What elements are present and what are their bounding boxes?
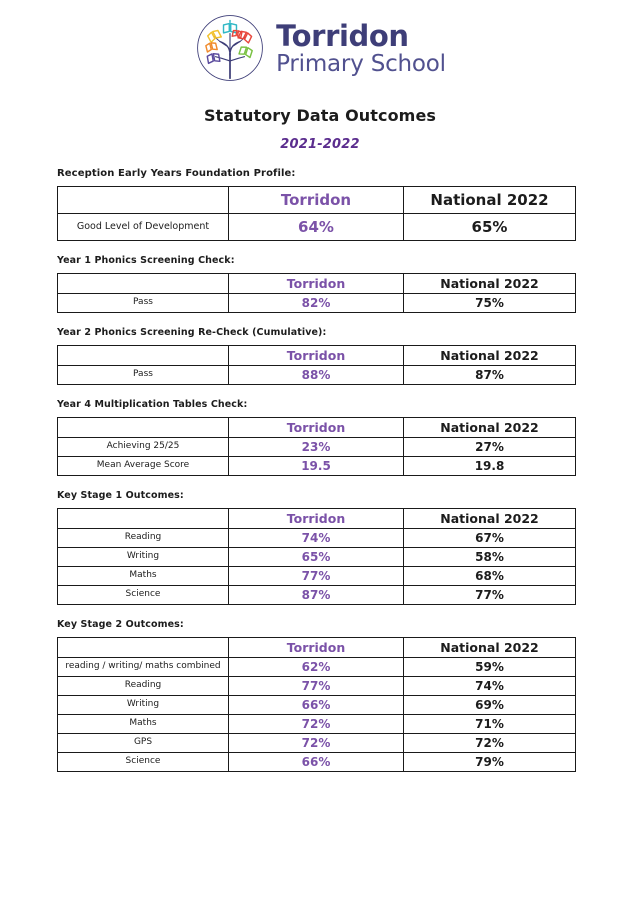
row-value-national: 65% [404, 214, 576, 241]
section-label: Year 1 Phonics Screening Check: [57, 255, 235, 266]
row-label: Writing [58, 548, 229, 567]
header-blank [58, 638, 229, 658]
table-row [58, 677, 576, 696]
table-row [58, 366, 576, 385]
row-label: Maths [58, 715, 229, 734]
row-label: Pass [58, 366, 229, 385]
table-header-row [58, 509, 576, 529]
row-value-torridon: 88% [229, 366, 404, 385]
table-header-row [58, 346, 576, 366]
row-value-national: 67% [404, 529, 576, 548]
table-header-row [58, 187, 576, 214]
section-label: Key Stage 1 Outcomes: [57, 490, 184, 501]
table-row [58, 529, 576, 548]
header-blank [58, 346, 229, 366]
row-value-national: 87% [404, 366, 576, 385]
row-value-national: 58% [404, 548, 576, 567]
school-name [276, 19, 446, 77]
table-header-row [58, 274, 576, 294]
row-label: Achieving 25/25 [58, 438, 229, 457]
header-national: National 2022 [404, 509, 576, 529]
row-label: Maths [58, 567, 229, 586]
row-value-torridon: 72% [229, 734, 404, 753]
row-value-national: 75% [404, 294, 576, 313]
row-value-torridon: 66% [229, 753, 404, 772]
header-blank [58, 274, 229, 294]
header-national: National 2022 [404, 418, 576, 438]
header-torridon: Torridon [229, 638, 404, 658]
row-label: Science [58, 586, 229, 605]
outcomes-table [57, 417, 576, 476]
school-logo [0, 0, 640, 84]
header-torridon: Torridon [229, 346, 404, 366]
section-label: Year 2 Phonics Screening Re-Check (Cumulative): [57, 327, 327, 338]
header-national: National 2022 [404, 638, 576, 658]
row-value-torridon: 72% [229, 715, 404, 734]
row-label: Mean Average Score [58, 457, 229, 476]
outcomes-table [57, 508, 576, 605]
header-national: National 2022 [404, 274, 576, 294]
section-year4-multiplication [0, 399, 640, 476]
row-value-national: 71% [404, 715, 576, 734]
row-value-national: 19.8 [404, 457, 576, 476]
page-title: Statutory Data Outcomes [203, 106, 437, 125]
table-row [58, 753, 576, 772]
header-torridon: Torridon [229, 509, 404, 529]
row-value-torridon: 62% [229, 658, 404, 677]
school-name-line1: Torridon [276, 19, 409, 53]
row-value-torridon: 23% [229, 438, 404, 457]
outcomes-table [57, 273, 576, 313]
row-value-torridon: 64% [229, 214, 404, 241]
row-value-national: 27% [404, 438, 576, 457]
outcomes-table [57, 345, 576, 385]
table-row [58, 734, 576, 753]
row-value-national: 77% [404, 586, 576, 605]
row-value-torridon: 87% [229, 586, 404, 605]
row-label: Good Level of Development [58, 214, 229, 241]
outcomes-table [57, 637, 576, 772]
outcomes-table [57, 186, 576, 241]
section-reception-eyfs [0, 168, 640, 241]
row-label: reading / writing/ maths combined [58, 658, 229, 677]
table-row [58, 567, 576, 586]
row-value-national: 72% [404, 734, 576, 753]
table-row [58, 438, 576, 457]
row-label: Reading [58, 677, 229, 696]
row-label: GPS [58, 734, 229, 753]
header-torridon: Torridon [229, 187, 404, 214]
header-blank [58, 509, 229, 529]
row-value-torridon: 77% [229, 677, 404, 696]
outcomes-sections [0, 168, 640, 772]
header-national: National 2022 [404, 346, 576, 366]
section-year2-phonics-recheck [0, 327, 640, 385]
section-key-stage-2 [0, 619, 640, 772]
table-row [58, 658, 576, 677]
row-value-torridon: 77% [229, 567, 404, 586]
row-label: Pass [58, 294, 229, 313]
row-value-national: 69% [404, 696, 576, 715]
table-row [58, 214, 576, 241]
section-label: Key Stage 2 Outcomes: [57, 619, 184, 630]
row-value-national: 79% [404, 753, 576, 772]
header-national: National 2022 [404, 187, 576, 214]
section-label: Reception Early Years Foundation Profile: [57, 168, 296, 179]
page-subtitle-academic-year: 2021-2022 [280, 137, 360, 152]
row-value-torridon: 74% [229, 529, 404, 548]
table-row [58, 696, 576, 715]
table-row [58, 715, 576, 734]
row-value-torridon: 66% [229, 696, 404, 715]
row-value-torridon: 82% [229, 294, 404, 313]
row-label: Science [58, 753, 229, 772]
table-row [58, 586, 576, 605]
row-label: Reading [58, 529, 229, 548]
row-value-national: 59% [404, 658, 576, 677]
table-header-row [58, 418, 576, 438]
row-value-torridon: 19.5 [229, 457, 404, 476]
row-value-national: 74% [404, 677, 576, 696]
table-row [58, 548, 576, 567]
header-blank [58, 187, 229, 214]
table-row [58, 294, 576, 313]
section-label: Year 4 Multiplication Tables Check: [57, 399, 248, 410]
header-blank [58, 418, 229, 438]
row-value-national: 68% [404, 567, 576, 586]
tree-with-books-logo-icon [194, 12, 266, 84]
table-header-row [58, 638, 576, 658]
row-value-torridon: 65% [229, 548, 404, 567]
section-year1-phonics [0, 255, 640, 313]
row-label: Writing [58, 696, 229, 715]
table-row [58, 457, 576, 476]
section-key-stage-1 [0, 490, 640, 605]
school-name-line2: Primary School [276, 51, 446, 77]
header-torridon: Torridon [229, 418, 404, 438]
header-torridon: Torridon [229, 274, 404, 294]
